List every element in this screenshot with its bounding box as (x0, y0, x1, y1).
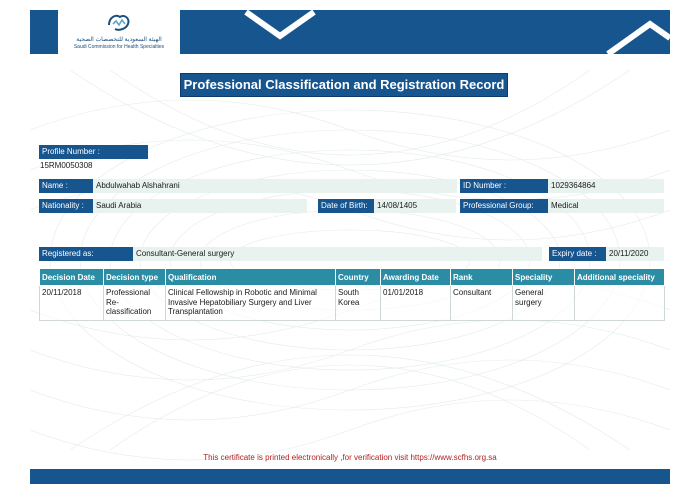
page-title: Professional Classification and Registration Record (183, 77, 505, 92)
nationality-label: Nationality : (39, 199, 93, 213)
expiry-date-value: 20/11/2020 (606, 247, 664, 261)
decisions-table (39, 268, 665, 321)
table-header-row (40, 269, 665, 286)
title-bar (180, 73, 508, 97)
cell-speciality: General surgery (513, 286, 575, 321)
registered-as-label: Registered as: (39, 247, 133, 261)
registered-as-value: Consultant-General surgery (133, 247, 542, 261)
id-number-value: 1029364864 (548, 179, 664, 193)
verification-note: This certificate is printed electronically ,for verification visit https://www.scfhs.org.sa (203, 453, 497, 462)
cell-decision-type: Professional Re-classification (104, 286, 166, 321)
header-qualification: Qualification (166, 269, 336, 286)
certificate-page (30, 10, 670, 484)
logo-box (58, 10, 180, 54)
profile-number-value: 15RM0050308 (40, 161, 93, 170)
table-row (40, 286, 665, 321)
profile-number-label: Profile Number : (39, 145, 148, 159)
cell-awarding-date: 01/01/2018 (381, 286, 451, 321)
org-name-english: Saudi Commission for Health Specialties (73, 44, 165, 50)
professional-group-value: Medical (548, 199, 664, 213)
scfhs-logo-icon (106, 13, 132, 33)
cell-country: South Korea (336, 286, 381, 321)
dob-value: 14/08/1405 (374, 199, 456, 213)
header-chevron-decoration (240, 10, 320, 54)
header-decision-type: Decision type (104, 269, 166, 286)
header-awarding-date: Awarding Date (381, 269, 451, 286)
header-speciality: Speciality (513, 269, 575, 286)
name-value: Abdulwahab Alshahrani (93, 179, 457, 193)
expiry-date-label: Expiry date : (549, 247, 606, 261)
org-name-arabic: الهيئة السعودية للتخصصات الصحية (76, 37, 162, 43)
cell-additional-speciality (575, 286, 665, 321)
dob-label: Date of Birth: (318, 199, 374, 213)
name-label: Name : (39, 179, 93, 193)
cell-decision-date: 20/11/2018 (40, 286, 104, 321)
footer-band (30, 469, 670, 484)
nationality-value: Saudi Arabia (93, 199, 307, 213)
header-decision-date: Decision Date (40, 269, 104, 286)
header-country: Country (336, 269, 381, 286)
header-rank: Rank (451, 269, 513, 286)
professional-group-label: Professional Group: (460, 199, 548, 213)
header-additional-speciality: Additional speciality (575, 269, 665, 286)
cell-qualification: Clinical Fellowship in Robotic and Minimal Invasive Hepatobiliary Surgery and Liver Transplantation (166, 286, 336, 321)
header-corner-decoration (600, 10, 670, 54)
id-number-label: ID Number : (460, 179, 548, 193)
cell-rank: Consultant (451, 286, 513, 321)
